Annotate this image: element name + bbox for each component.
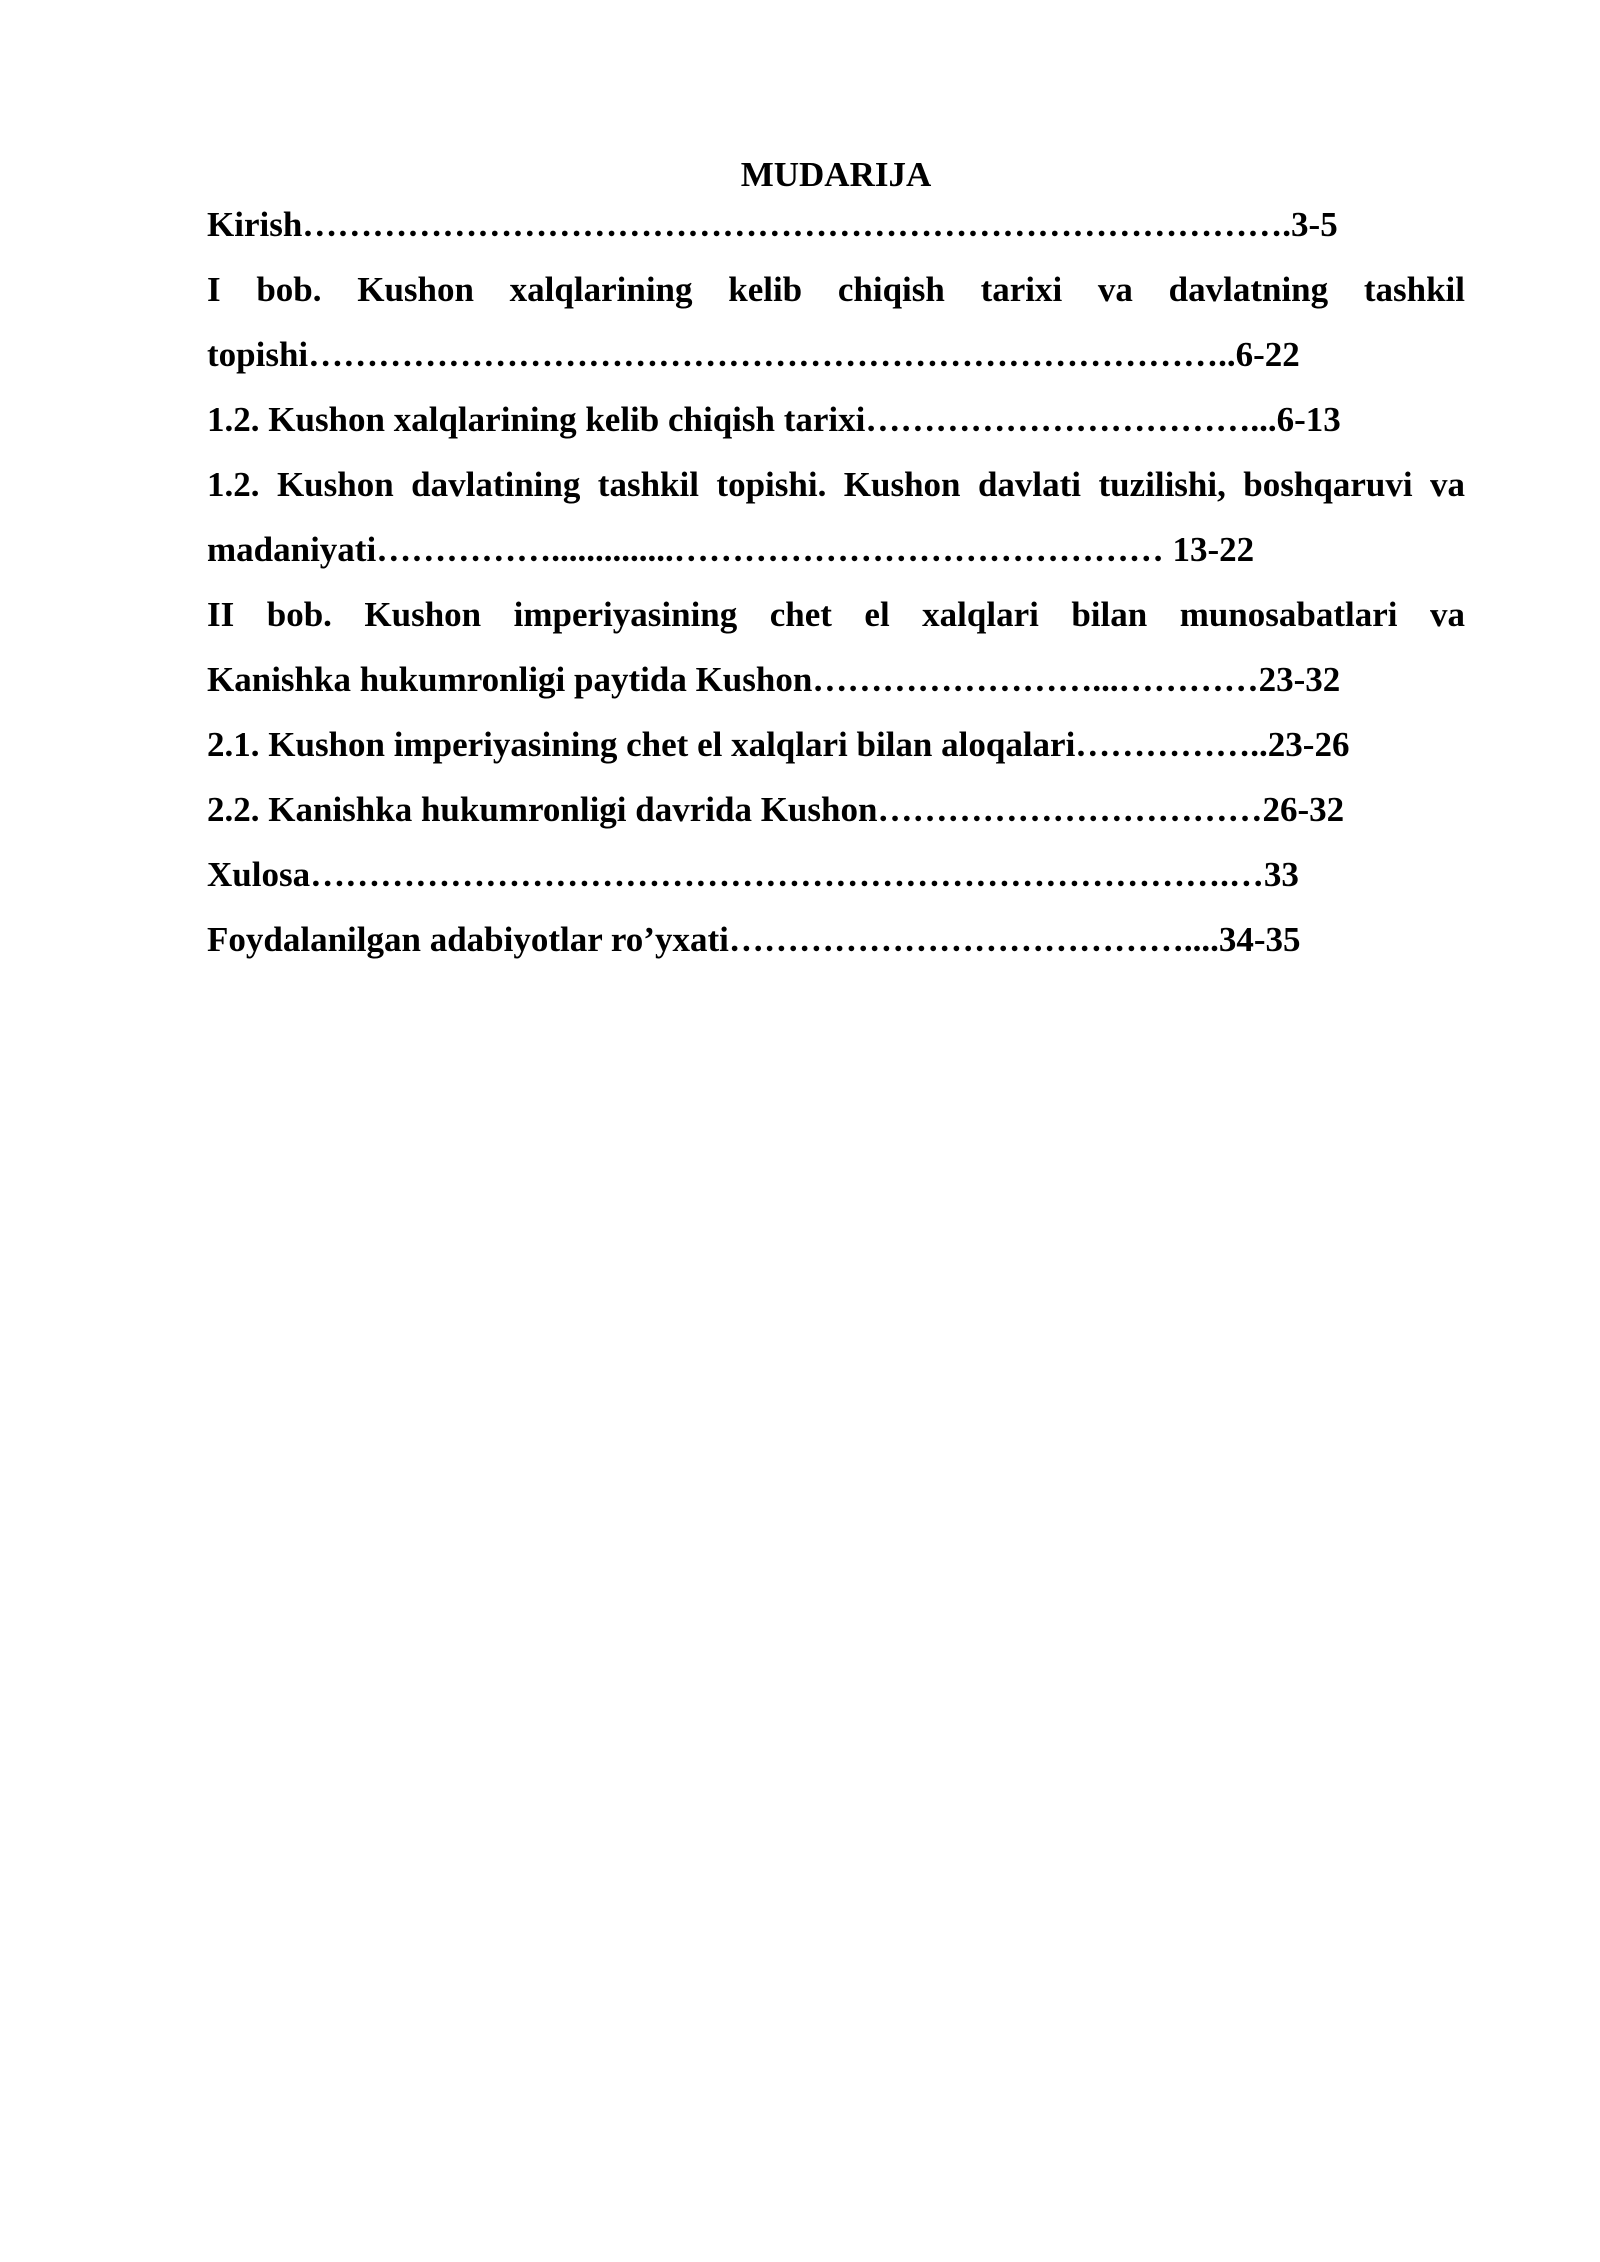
table-of-contents [207,150,1465,972]
toc-entry-xulosa: Xulosa…………………………………………………………………….…33 [207,855,1299,894]
toc-entry-chapter-2-line-1: II bob. Kushon imperiyasining chet el xalqlari bilan munosabatlari va [207,595,1465,634]
toc-entry-chapter-2-line-2: Kanishka hukumronligi paytida Kushon……………………...…………23-32 [207,660,1341,699]
page-title: MUDARIJA [740,155,932,194]
toc-entry-section-1-2-line-2: madaniyati……………..............…………………………………… 13-22 [207,530,1255,569]
toc-entry-section-1-1: 1.2. Kushon xalqlarining kelib chiqish tarixi……………………………...6-13 [207,400,1341,439]
toc-entry-chapter-1-line-2: topishi……………………………………………………………………..6-22 [207,335,1300,374]
toc-entry-chapter-1-line-1: I bob. Kushon xalqlarining kelib chiqish tarixi va davlatning tashkil [207,270,1465,309]
toc-entry-bibliography: Foydalanilgan adabiyotlar ro’yxati…………………………………....34-35 [207,920,1301,959]
toc-entry-kirish: Kirish………………………………………………………………………….3-5 [207,205,1338,244]
toc-entry-section-1-2-line-1: 1.2. Kushon davlatining tashkil topishi. Kushon davlati tuzilishi, boshqaruvi va [207,465,1465,504]
toc-entry-section-2-2: 2.2. Kanishka hukumronligi davrida Kushon……………………………26-32 [207,790,1345,829]
toc-entry-section-2-1: 2.1. Kushon imperiyasining chet el xalqlari bilan aloqalari……………..23-26 [207,725,1350,764]
